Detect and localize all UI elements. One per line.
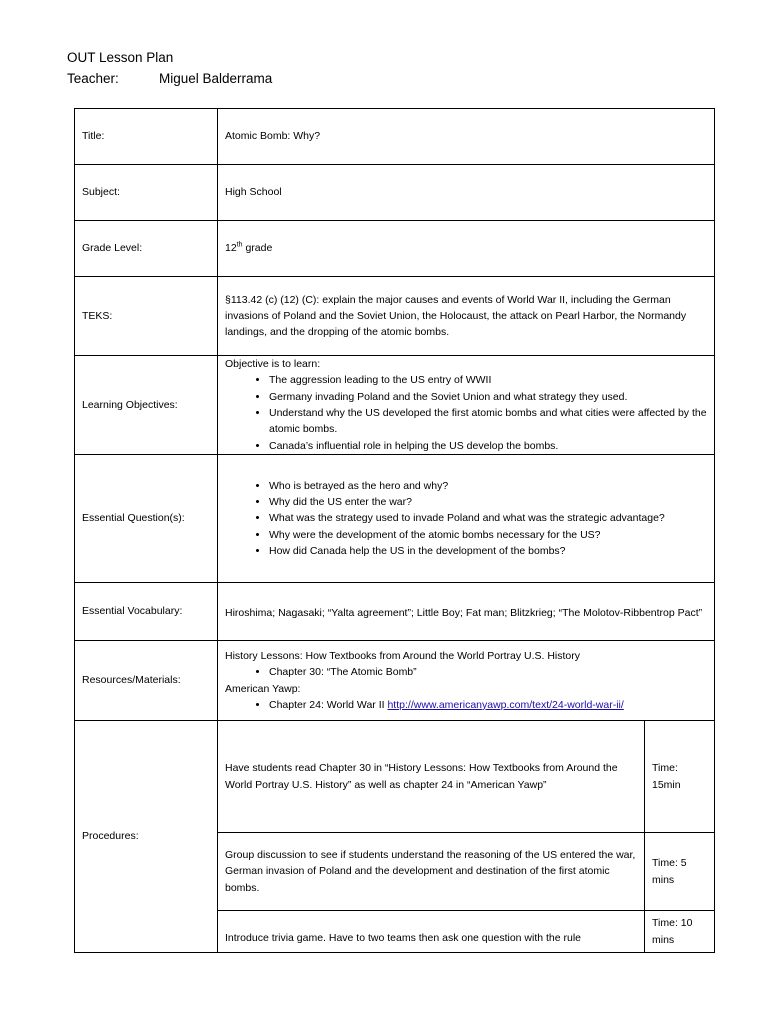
teacher-name: Miguel Balderrama: [159, 71, 273, 86]
row-teks: [75, 277, 715, 356]
document-header: [67, 47, 273, 89]
value-title: Atomic Bomb: Why?: [218, 109, 715, 165]
row-objectives: [75, 356, 715, 455]
list-item: • Why did the US enter the war?: [269, 494, 707, 510]
procedure-step-text: Have students read Chapter 30 in “History Lessons: How Textbooks from Around the World Portray U.S. History” as well as chapter 24 in “American Yawp”: [218, 721, 645, 833]
list-item: • Canada’s influential role in helping the US develop the bombs.: [269, 438, 707, 454]
row-procedure-1: [75, 721, 715, 833]
list-item: • Chapter 30: “The Atomic Bomb”: [269, 664, 707, 680]
list-item: • How did Canada help the US in the development of the bombs?: [269, 543, 707, 559]
value-subject: High School: [218, 165, 715, 221]
label-procedures: Procedures:: [75, 721, 218, 953]
list-item: • Who is betrayed as the hero and why?: [269, 478, 707, 494]
value-objectives: [218, 356, 715, 455]
value-vocabulary: Hiroshima; Nagasaki; “Yalta agreement”; Little Boy; Fat man; Blitzkrieg; “The Molotov-Ribbentrop Pact”: [218, 583, 715, 641]
value-teks: §113.42 (c) (12) (C): explain the major causes and events of World War II, including the German invasions of Poland and the Soviet Union, the Holocaust, the attack on Pearl Harbor, the Normandy landings, and the dropping of the atomic bombs.: [218, 277, 715, 356]
document-title: OUT Lesson Plan: [67, 50, 174, 65]
teacher-line: [67, 68, 273, 89]
list-item: • What was the strategy used to invade Poland and what was the strategic advantage?: [269, 510, 707, 526]
procedure-step-time: Time: 15min: [645, 721, 715, 833]
resource-list-2: [225, 697, 707, 713]
list-item: [269, 697, 707, 713]
resource-line-2: American Yawp:: [225, 682, 301, 695]
grade-suffix: th: [236, 241, 243, 249]
list-item: • The aggression leading to the US entry of WWII: [269, 372, 707, 388]
procedure-step-time: Time: 10 mins: [645, 911, 715, 953]
list-item: • Germany invading Poland and the Soviet Union and what strategy they used.: [269, 389, 707, 405]
row-grade: [75, 221, 715, 277]
procedure-step-time: Time: 5 mins: [645, 833, 715, 911]
grade-number: 12: [225, 242, 237, 255]
label-title: Title:: [75, 109, 218, 165]
list-item: • Why were the development of the atomic bombs necessary for the US?: [269, 527, 707, 543]
value-questions: [218, 455, 715, 583]
label-subject: Subject:: [75, 165, 218, 221]
procedure-step-text: Introduce trivia game. Have to two teams then ask one question with the rule: [218, 911, 645, 953]
row-resources: [75, 641, 715, 721]
resource-list-1: [225, 664, 707, 680]
objectives-list: [225, 372, 707, 453]
resource-item-2-text: Chapter 24: World War II: [269, 698, 388, 711]
value-grade: [218, 221, 715, 277]
label-resources: Resources/Materials:: [75, 641, 218, 721]
label-vocabulary: Essential Vocabulary:: [75, 583, 218, 641]
label-teks: TEKS:: [75, 277, 218, 356]
lesson-plan-table: [74, 108, 715, 953]
label-grade: Grade Level:: [75, 221, 218, 277]
teacher-label: Teacher:: [67, 71, 119, 86]
row-questions: [75, 455, 715, 583]
label-objectives: Learning Objectives:: [75, 356, 218, 455]
row-subject: [75, 165, 715, 221]
objectives-intro: Objective is to learn:: [225, 358, 321, 371]
row-title: [75, 109, 715, 165]
procedure-step-text: Group discussion to see if students understand the reasoning of the US entered the war, German invasion of Poland and the development and destination of the first atomic bombs.: [218, 833, 645, 911]
row-vocabulary: [75, 583, 715, 641]
value-resources: [218, 641, 715, 721]
grade-text: grade: [242, 242, 273, 255]
resource-line-1: History Lessons: How Textbooks from Around the World Portray U.S. History: [225, 649, 580, 662]
questions-list: [225, 478, 707, 559]
label-questions: Essential Question(s):: [75, 455, 218, 583]
american-yawp-link[interactable]: http://www.americanyawp.com/text/24-world-war-ii/: [387, 698, 624, 711]
list-item: • Understand why the US developed the first atomic bombs and what cities were affected by the atomic bombs.: [269, 405, 707, 438]
